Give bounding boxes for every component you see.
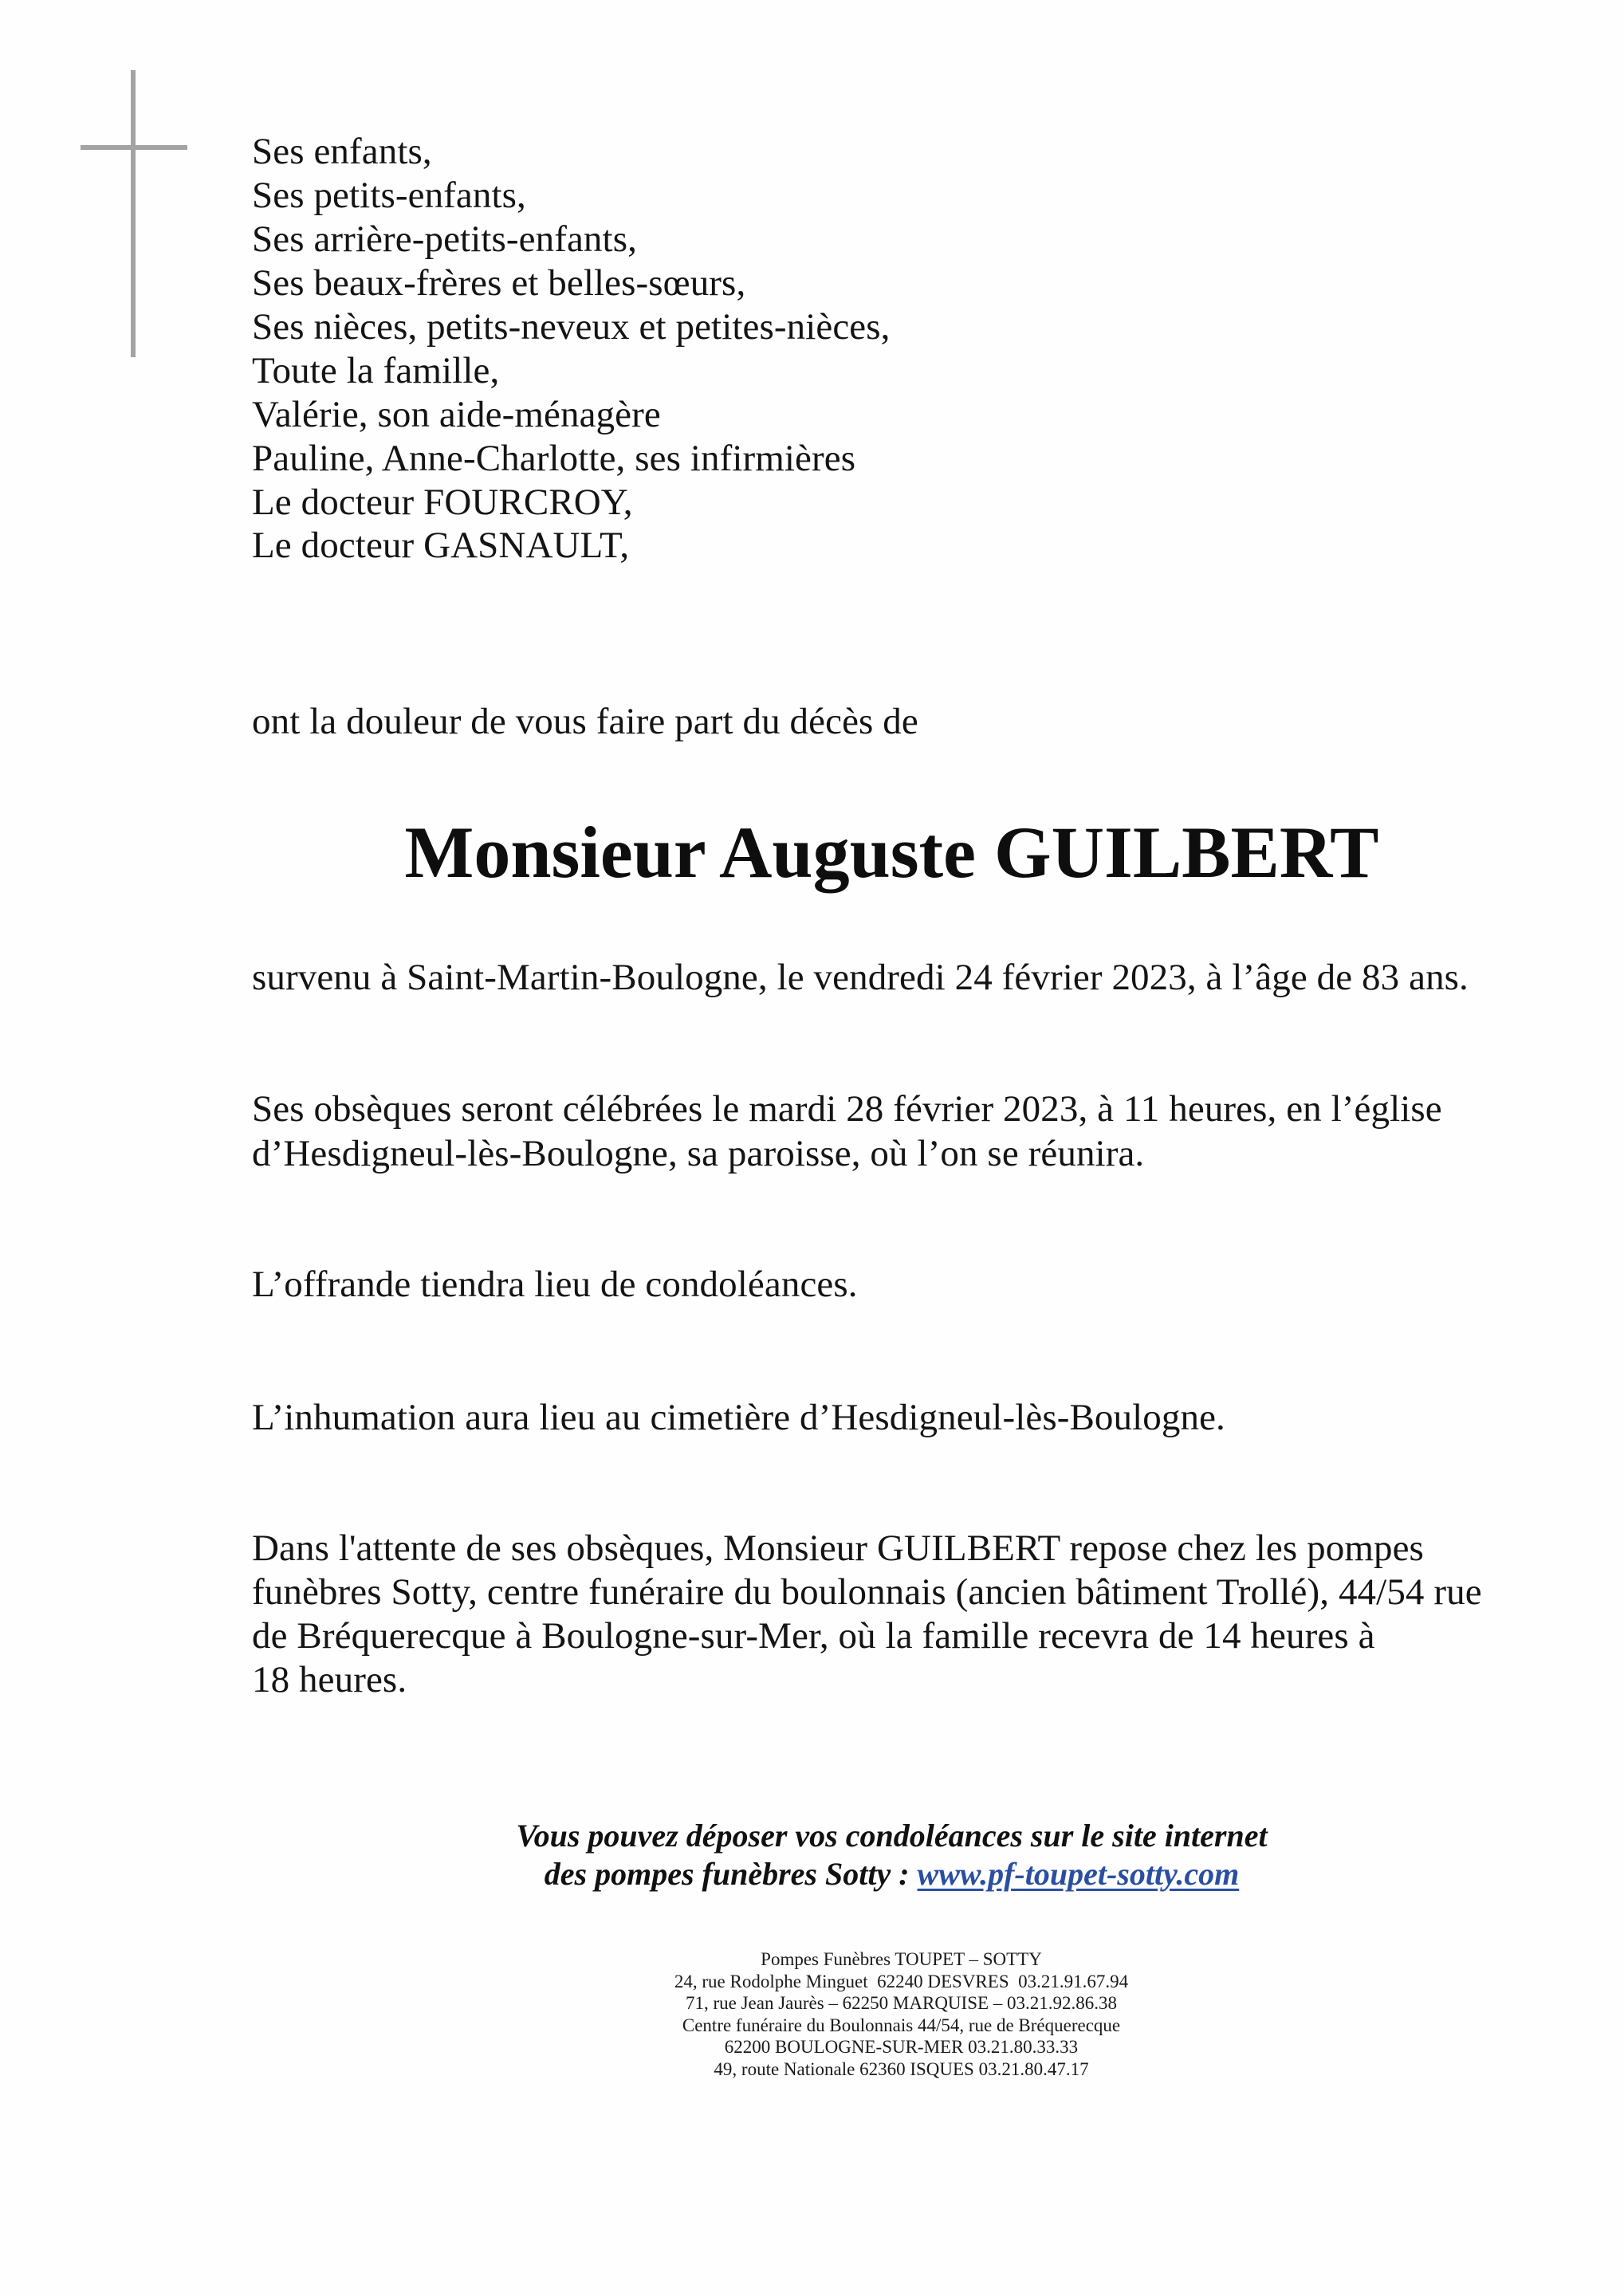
announcement-text: ont la douleur de vous faire part du décès de: [252, 701, 918, 742]
death-details-text: survenu à Saint-Martin-Boulogne, le vendredi 24 février 2023, à l’âge de 83 ans.: [252, 957, 1469, 998]
family-list-item: Toute la famille,: [252, 350, 500, 391]
condolences-line-1: Vous pouvez déposer vos condoléances sur le site internet: [516, 1818, 1268, 1854]
family-list-item: Le docteur FOURCROY,: [252, 482, 633, 523]
offering-text: L’offrande tiendra lieu de condoléances.: [252, 1264, 858, 1305]
family-list-item: Ses beaux-frères et belles-sœurs,: [252, 262, 746, 304]
condolences-line-2: [0, 1855, 1624, 1893]
family-list-item: Ses arrière-petits-enfants,: [252, 218, 637, 260]
family-list-item: Ses petits-enfants,: [252, 175, 526, 216]
visitation-line: Dans l'attente de ses obsèques, Monsieur GUILBERT repose chez les pompes: [252, 1527, 1424, 1569]
funeral-line: Ses obsèques seront célébrées le mardi 28 février 2023, à 11 heures, en l’église: [252, 1088, 1442, 1130]
cross-vertical-bar: [131, 70, 136, 357]
visitation-line: 18 heures.: [252, 1659, 407, 1700]
deceased-name-heading: Monsieur Auguste GUILBERT: [404, 812, 1379, 893]
footer-address-line: 49, route Nationale 62360 ISQUES 03.21.80.47.17: [714, 2058, 1089, 2079]
footer-address-line: 24, rue Rodolphe Minguet 62240 DESVRES 03.21.91.67.94: [674, 1971, 1129, 1991]
family-list-item: Ses nièces, petits-neveux et petites-nièces,: [252, 306, 891, 348]
funeral-line: d’Hesdigneul-lès-Boulogne, sa paroisse, où l’on se réunira.: [252, 1133, 1145, 1174]
family-list-item: Ses enfants,: [252, 131, 432, 172]
funeral-home-contact-block: [0, 1948, 1624, 2080]
footer-company-name: Pompes Funèbres TOUPET – SOTTY: [761, 1949, 1042, 1969]
funeral-home-website-link[interactable]: www.pf-toupet-sotty.com: [917, 1856, 1240, 1892]
footer-address-line: Centre funéraire du Boulonnais 44/54, rue de Bréquerecque: [682, 2015, 1121, 2035]
footer-address-line: 71, rue Jean Jaurès – 62250 MARQUISE – 03.21.92.86.38: [685, 1993, 1118, 2013]
family-list-item: Pauline, Anne-Charlotte, ses infirmières: [252, 438, 856, 479]
family-list-item: Valérie, son aide-ménagère: [252, 394, 661, 435]
cross-horizontal-bar: [81, 145, 187, 150]
condolences-line-2-prefix: des pompes funèbres Sotty :: [544, 1856, 918, 1892]
family-list-item: Le docteur GASNAULT,: [252, 525, 630, 566]
footer-address-line: 62200 BOULOGNE-SUR-MER 03.21.80.33.33: [724, 2037, 1079, 2057]
visitation-line: de Bréquerecque à Boulogne-sur-Mer, où la famille recevra de 14 heures à: [252, 1615, 1375, 1657]
burial-text: L’inhumation aura lieu au cimetière d’Hesdigneul-lès-Boulogne.: [252, 1397, 1225, 1438]
visitation-line: funèbres Sotty, centre funéraire du boulonnais (ancien bâtiment Trollé), 44/54 rue: [252, 1571, 1482, 1613]
